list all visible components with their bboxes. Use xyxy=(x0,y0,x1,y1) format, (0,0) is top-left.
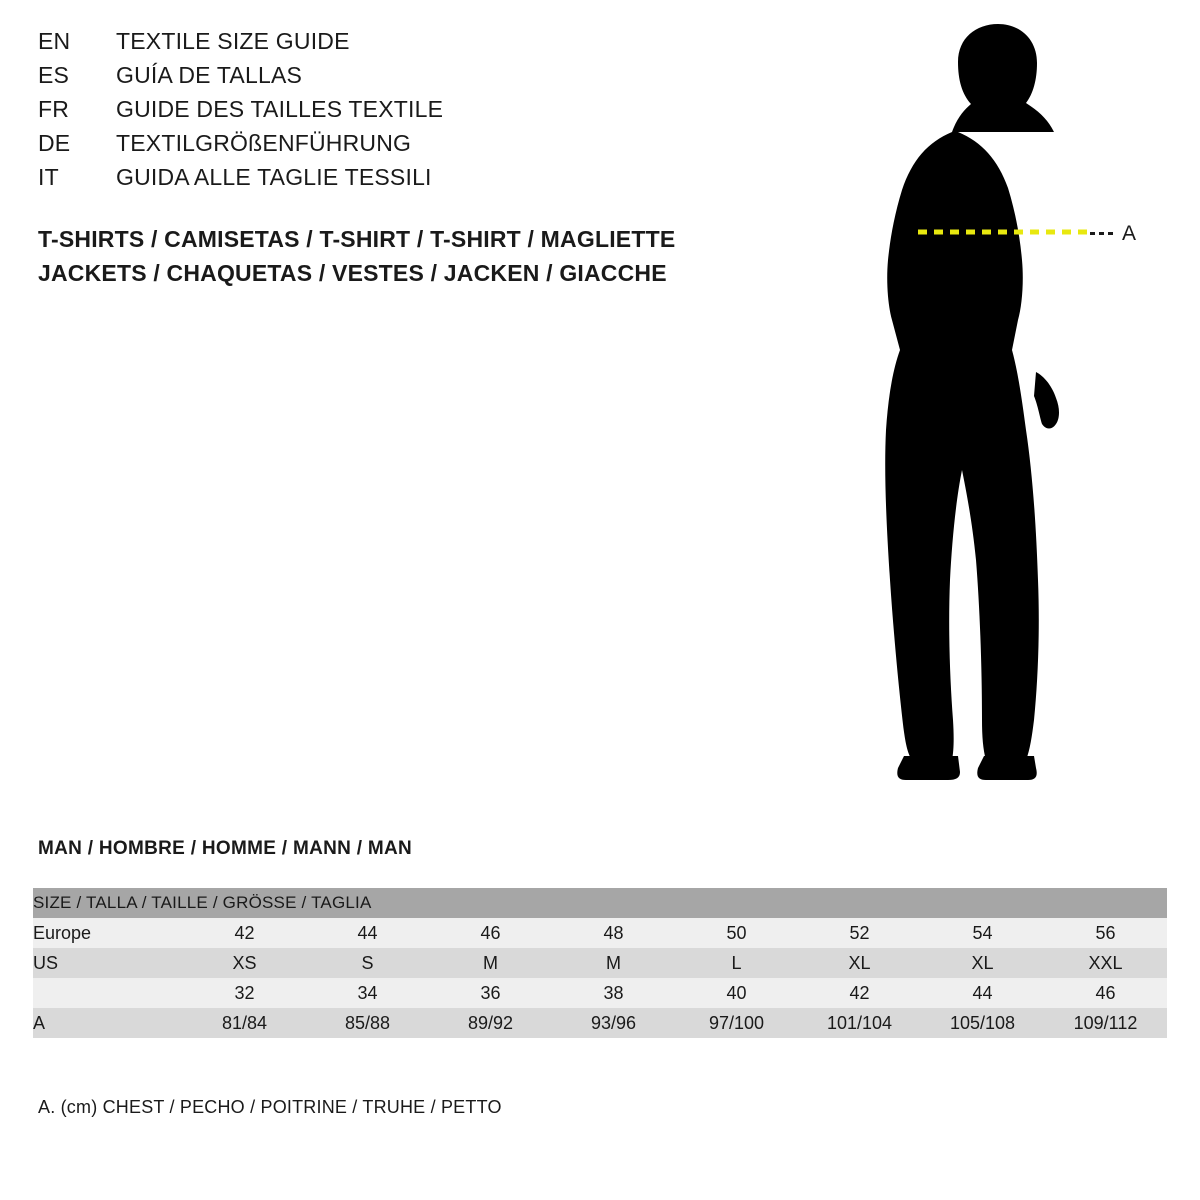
size-table xyxy=(33,888,1167,1038)
table-cell: 34 xyxy=(306,978,429,1008)
table-cell: XXL xyxy=(1044,948,1167,978)
language-code: ES xyxy=(38,62,70,88)
language-row xyxy=(38,28,738,62)
table-row xyxy=(33,1008,1167,1038)
table-cell: XL xyxy=(921,948,1044,978)
language-row xyxy=(38,164,738,198)
table-cell: 46 xyxy=(1044,978,1167,1008)
table-cell: 44 xyxy=(306,918,429,948)
table-cell: 97/100 xyxy=(675,1008,798,1038)
language-header-block xyxy=(38,28,738,198)
language-title: GUÍA DE TALLAS xyxy=(116,62,303,88)
table-cell: XS xyxy=(183,948,306,978)
row-label: Europe xyxy=(33,918,183,948)
row-label: US xyxy=(33,948,183,978)
table-cell: 42 xyxy=(183,918,306,948)
table-cell: 46 xyxy=(429,918,552,948)
table-cell: 109/112 xyxy=(1044,1008,1167,1038)
table-cell: 44 xyxy=(921,978,1044,1008)
language-row xyxy=(38,130,738,164)
table-cell: 48 xyxy=(552,918,675,948)
table-cell: M xyxy=(552,948,675,978)
table-header-row xyxy=(33,888,1167,918)
table-cell: 38 xyxy=(552,978,675,1008)
table-cell: 85/88 xyxy=(306,1008,429,1038)
table-cell: 50 xyxy=(675,918,798,948)
language-title: TEXTILE SIZE GUIDE xyxy=(116,28,350,54)
table-cell: 42 xyxy=(798,978,921,1008)
table-cell: 32 xyxy=(183,978,306,1008)
table-cell: 52 xyxy=(798,918,921,948)
table-section-title: MAN / HOMBRE / HOMME / MANN / MAN xyxy=(38,838,413,859)
table-cell: XL xyxy=(798,948,921,978)
table-footnote: A. (cm) CHEST / PECHO / POITRINE / TRUHE / PETTO xyxy=(38,1097,502,1117)
table-cell: 89/92 xyxy=(429,1008,552,1038)
table-cell: 93/96 xyxy=(552,1008,675,1038)
male-silhouette-figure xyxy=(840,20,1180,800)
category-block xyxy=(38,222,675,290)
table-cell: 56 xyxy=(1044,918,1167,948)
silhouette-icon xyxy=(840,20,1180,800)
measure-label-a: A xyxy=(1122,222,1137,245)
language-title: GUIDE DES TAILLES TEXTILE xyxy=(116,96,444,122)
language-row xyxy=(38,96,738,130)
language-code: DE xyxy=(38,130,71,156)
table-cell: M xyxy=(429,948,552,978)
language-title: GUIDA ALLE TAGLIE TESSILI xyxy=(116,164,432,190)
table-cell: 81/84 xyxy=(183,1008,306,1038)
language-row xyxy=(38,62,738,96)
table-cell: 36 xyxy=(429,978,552,1008)
category-line-jackets: JACKETS / CHAQUETAS / VESTES / JACKEN / GIACCHE xyxy=(38,260,667,286)
row-label: A xyxy=(33,1008,183,1038)
table-cell: 40 xyxy=(675,978,798,1008)
language-title: TEXTILGRÖßENFÜHRUNG xyxy=(116,130,412,156)
row-label xyxy=(33,978,183,1008)
language-code: IT xyxy=(38,164,59,190)
table-row xyxy=(33,948,1167,978)
table-cell: 105/108 xyxy=(921,1008,1044,1038)
table-cell: 54 xyxy=(921,918,1044,948)
table-row xyxy=(33,978,1167,1008)
table-cell: S xyxy=(306,948,429,978)
table-cell: 101/104 xyxy=(798,1008,921,1038)
table-row xyxy=(33,918,1167,948)
table-header-label: SIZE / TALLA / TAILLE / GRÖSSE / TAGLIA xyxy=(33,888,1167,918)
language-code: FR xyxy=(38,96,70,122)
measure-leader-dashes xyxy=(1090,232,1116,235)
language-code: EN xyxy=(38,28,71,54)
table-cell: L xyxy=(675,948,798,978)
category-line-tshirts: T-SHIRTS / CAMISETAS / T-SHIRT / T-SHIRT / MAGLIETTE xyxy=(38,226,676,252)
